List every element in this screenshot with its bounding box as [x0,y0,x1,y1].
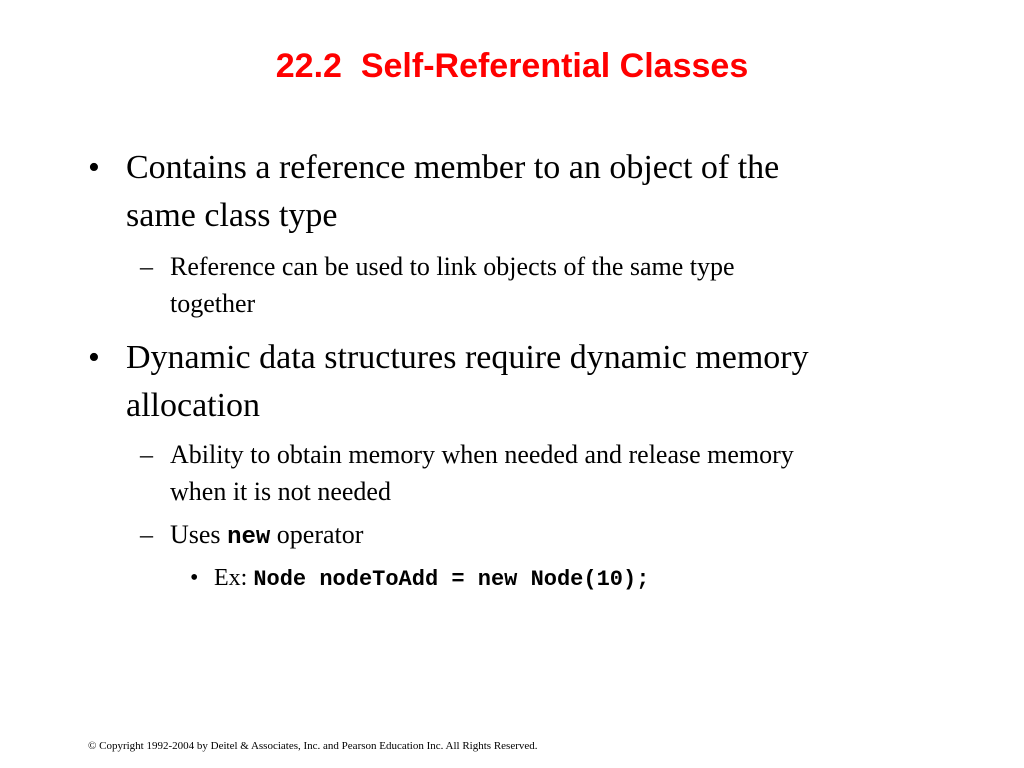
code-example: Node nodeToAdd = new Node(10); [253,567,650,592]
dash-bullet-icon: – [140,252,153,281]
bullet-dot-icon: • [88,149,100,186]
sub-bullet-2-1-line-1: Ability to obtain memory when needed and release memory [170,440,794,469]
slide-title: 22.2 Self-Referential Classes [275,47,749,85]
dash-bullet-icon: – [140,520,153,549]
dash-bullet-icon: – [140,440,153,469]
copyright-footer: © Copyright 1992-2004 by Deitel & Associates, Inc. and Pearson Education Inc. All Rights Reserved. [88,740,538,752]
uses-prefix: Uses [170,520,228,549]
example-prefix: Ex: [214,565,254,591]
bullet-dot-icon: • [190,565,199,591]
bullet-1-line-2: same class type [126,197,338,234]
sub-bullet-1-1-line-2: together [170,289,256,318]
bullet-2-line-1: Dynamic data structures require dynamic memory [126,339,809,376]
bullet-1-line-1: Contains a reference member to an object of the [126,149,780,186]
bullet-dot-icon: • [88,339,100,376]
sub-bullet-2-1-line-2: when it is not needed [170,477,391,506]
sub-bullet-2-2 [170,516,363,556]
bullet-2-line-2: allocation [126,387,261,424]
sub-sub-bullet-example [214,562,649,596]
sub-bullet-1-1-line-1: Reference can be used to link objects of the same type [170,252,735,281]
operator-suffix: operator [270,520,364,549]
code-keyword-new: new [227,524,271,551]
